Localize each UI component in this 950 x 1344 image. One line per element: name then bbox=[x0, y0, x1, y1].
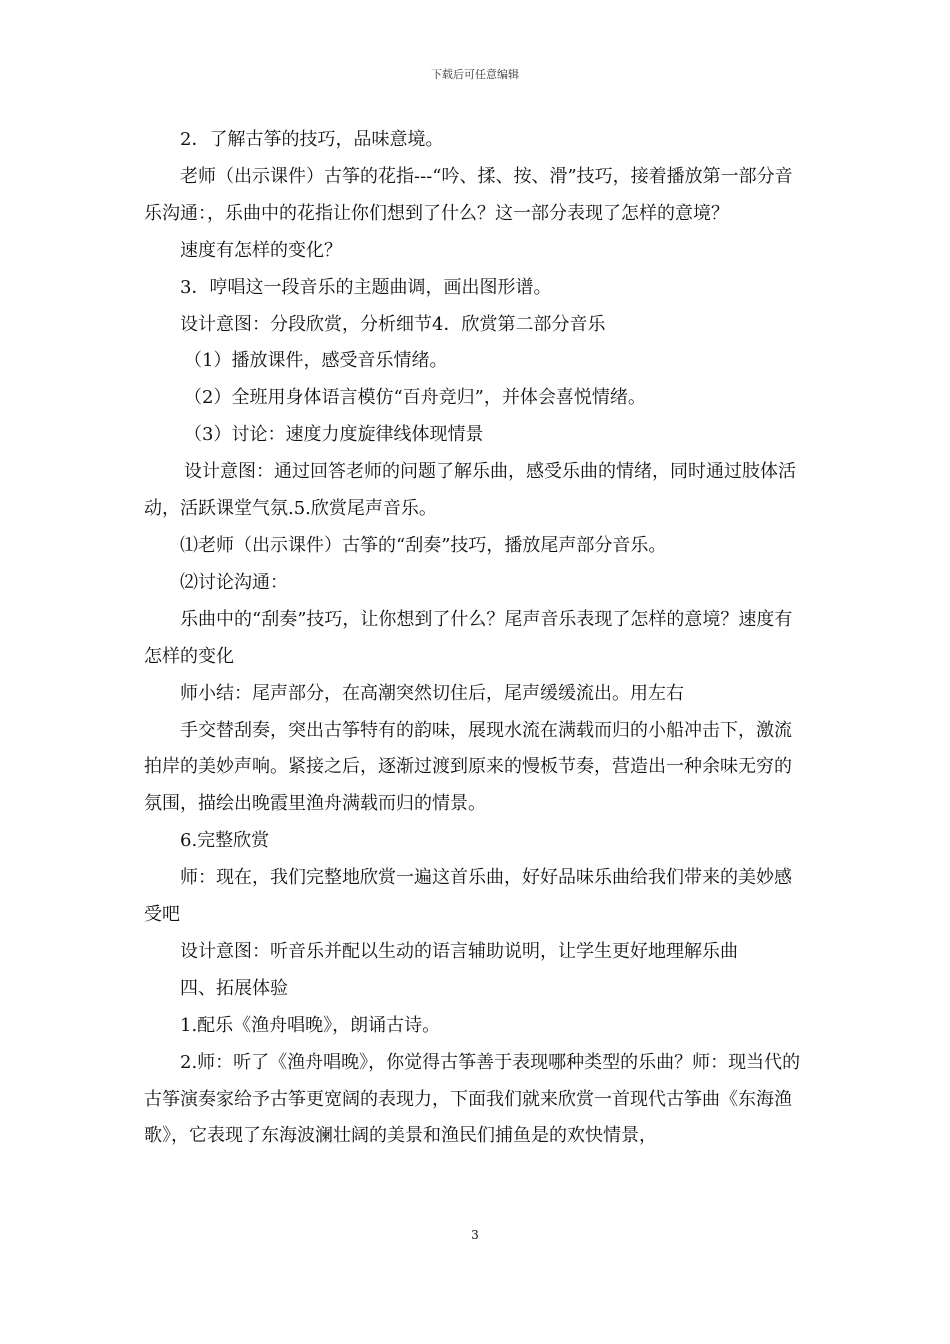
paragraph: （3）讨论：速度力度旋律线体现情景 bbox=[184, 424, 484, 446]
paragraph: 师：现在，我们完整地欣赏一遍这首乐曲，好好品味乐曲给我们带来的美妙感受吧 bbox=[144, 867, 792, 926]
paragraph: （1）播放课件，感受音乐情绪。 bbox=[184, 350, 448, 372]
paragraph: 设计意图：通过回答老师的问题了解乐曲，感受乐曲的情绪，同时通过肢体活动，活跃课堂气氛.5.欣赏尾声音乐。 bbox=[144, 461, 796, 520]
paragraph: 乐曲中的“刮奏”技巧，让你想到了什么？尾声音乐表现了怎样的意境？速度有怎样的变化 bbox=[144, 608, 793, 667]
paragraph: （2）全班用身体语言模仿“百舟竞归”，并体会喜悦情绪。 bbox=[184, 387, 646, 409]
paragraph: 四、拓展体验 bbox=[180, 977, 288, 999]
paragraph: 6.完整欣赏 bbox=[180, 830, 270, 852]
paragraph: 2．了解古筝的技巧，品味意境。 bbox=[180, 129, 444, 150]
paragraph: 1.配乐《渔舟唱晚》，朗诵古诗。 bbox=[180, 1014, 441, 1036]
paragraph: 手交替刮奏，突出古筝特有的韵味，展现水流在满载而归的小船冲击下，激流拍岸的美妙声响。紧接之后，逐渐过渡到原来的慢板节奏，营造出一种余味无穷的氛围，描绘出晚霞里渔舟满载而归的情景。 bbox=[144, 719, 792, 815]
page-header-note: 下载后可任意编辑 bbox=[431, 68, 519, 81]
paragraph: 2.师：听了《渔舟唱晚》，你觉得古筝善于表现哪种类型的乐曲？师：现当代的古筝演奏家给予古筝更宽阔的表现力，下面我们就来欣赏一首现代古筝曲《东海渔歌》，它表现了东海波澜壮阔的美景和渔民们捕鱼是的欢快情景， bbox=[144, 1051, 801, 1147]
paragraph: 设计意图：分段欣赏，分析细节4．欣赏第二部分音乐 bbox=[180, 313, 606, 335]
paragraph: 3．哼唱这一段音乐的主题曲调，画出图形谱。 bbox=[180, 276, 552, 298]
document-body bbox=[144, 122, 808, 1155]
paragraph: ⑴老师（出示课件）古筝的“刮奏”技巧，播放尾声部分音乐。 bbox=[180, 534, 667, 556]
paragraph: 设计意图：听音乐并配以生动的语言辅助说明，让学生更好地理解乐曲 bbox=[180, 940, 738, 962]
paragraph: 师小结：尾声部分，在高潮突然切住后，尾声缓缓流出。用左右 bbox=[180, 682, 684, 704]
paragraph: ⑵讨论沟通： bbox=[180, 571, 288, 593]
page-number: 3 bbox=[471, 1228, 479, 1242]
paragraph: 老师（出示课件）古筝的花指---“吟、揉、按、滑”技巧，接着播放第一部分音乐沟通：，乐曲中的花指让你们想到了什么？这一部分表现了怎样的意境？ bbox=[144, 165, 793, 224]
paragraph: 速度有怎样的变化？ bbox=[180, 239, 342, 261]
